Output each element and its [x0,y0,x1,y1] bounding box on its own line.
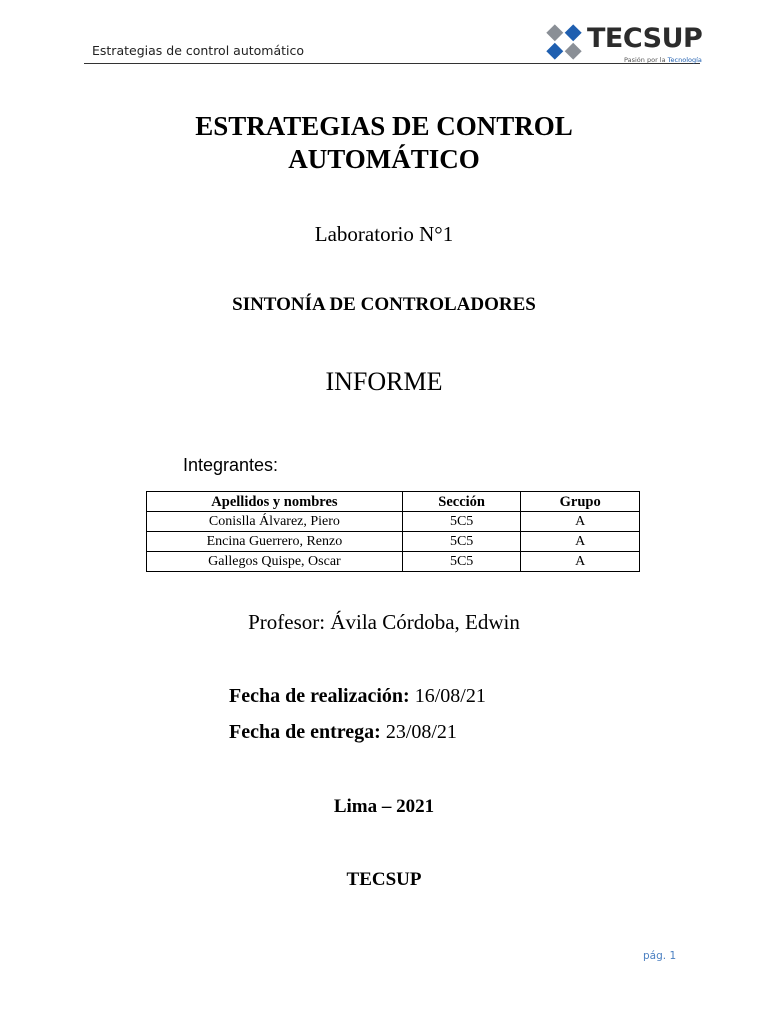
header-group: Grupo [521,492,640,512]
table-row [147,512,640,532]
tecsup-logo [544,22,704,66]
page-number: pág. 1 [643,950,677,962]
lab-subtitle: SINTONÍA DE CONTROLADORES [232,294,536,315]
delivery-date-value: 23/08/21 [380,721,457,743]
header-title: Estrategias de control automático [92,43,305,58]
realization-date-label: Fecha de realización: [229,685,410,707]
member-section: 5C5 [402,532,521,552]
members-table-header [147,492,640,512]
header-section: Sección [402,492,521,512]
logo-tagline-prefix: Pasión por la [624,56,668,64]
tecsup-logo-icon [544,22,584,62]
member-name: Gallegos Quispe, Oscar [147,552,403,572]
member-name: Encina Guerrero, Renzo [147,532,403,552]
member-name: Conislla Álvarez, Piero [147,512,403,532]
logo-tagline-suffix: Tecnología [667,56,702,64]
logo-tagline [624,56,702,64]
logo-wordmark: TECSUP [587,23,703,54]
document-title [0,110,768,176]
header-name: Apellidos y nombres [147,492,403,512]
delivery-date-label: Fecha de entrega: [229,721,381,743]
member-group: A [521,532,640,552]
title-line-1: ESTRATEGIAS DE CONTROL [195,111,573,141]
members-table [146,491,640,572]
member-group: A [521,512,640,532]
table-row [147,552,640,572]
lab-number: Laboratorio N°1 [314,222,454,246]
members-label: Integrantes: [183,455,279,475]
document-type: INFORME [325,367,443,396]
realization-date [229,685,486,708]
member-group: A [521,552,640,572]
member-section: 5C5 [402,512,521,532]
professor: Profesor: Ávila Córdoba, Edwin [248,610,520,634]
institution: TECSUP [346,869,422,890]
title-line-2: AUTOMÁTICO [288,144,480,174]
member-section: 5C5 [402,552,521,572]
realization-date-value: 16/08/21 [409,685,486,707]
delivery-date [229,721,457,744]
place-year: Lima – 2021 [333,796,435,817]
table-row [147,532,640,552]
